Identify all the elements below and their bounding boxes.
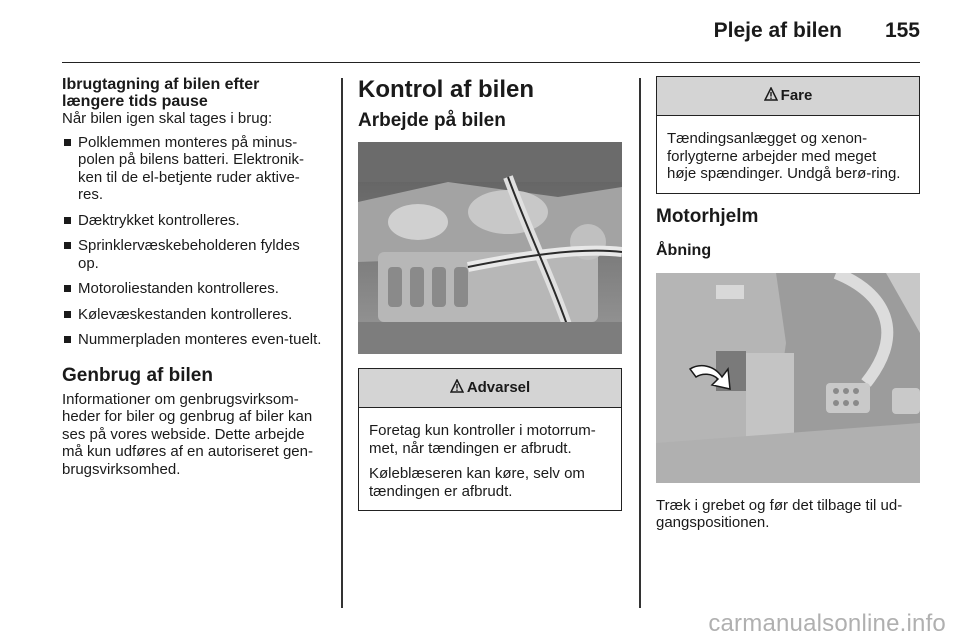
main-heading: Kontrol af bilen — [358, 76, 534, 103]
warning-paragraph: Foretag kun kontroller i motorrum-met, når tændingen er afbrudt. — [369, 422, 596, 457]
column-divider — [341, 78, 343, 608]
column-divider — [639, 78, 641, 608]
section-heading-recycling: Genbrug af bilen — [62, 364, 213, 386]
bullet-square-icon — [64, 139, 71, 146]
warning-box — [358, 368, 622, 511]
column-middle — [358, 76, 622, 511]
bullet-square-icon — [64, 336, 71, 343]
recycling-text: Informationer om genbrugsvirksom-heder for biler og genbrug af biler kan ses på vores webside. Dette arbejde må kun udføres af en autoriseret gen-brugsvirksomhed. — [62, 390, 313, 478]
warning-box-header — [359, 369, 621, 408]
section-heading-storage — [62, 76, 324, 110]
warning-triangle-icon — [450, 379, 464, 393]
danger-box-title: Fare — [780, 87, 813, 104]
danger-box-header — [657, 77, 919, 116]
list-item: Sprinklervæskebeholderen fyldes op. — [62, 237, 324, 272]
bullet-square-icon — [64, 285, 71, 292]
engine-bay-illustration-icon — [358, 142, 622, 354]
warning-paragraph: Køleblæseren kan køre, selv om tændingen er afbrudt. — [369, 465, 585, 500]
warning-triangle-icon — [764, 87, 778, 101]
hood-release-figure — [656, 273, 920, 483]
danger-text: Tændingsanlægget og xenon-forlygterne arbejder med meget høje spændinger. Undgå berø-ring. — [667, 130, 901, 182]
bullet-square-icon — [64, 311, 71, 318]
list-item: Dæktrykket kontrolleres. — [62, 212, 324, 230]
header-title: Pleje af bilen — [713, 19, 842, 42]
danger-box-body — [657, 116, 919, 193]
column-left — [62, 76, 324, 478]
list-item: Motoroliestanden kontrolleres. — [62, 280, 324, 298]
hood-caption: Træk i grebet og før det tilbage til ud-gangspositionen. — [656, 496, 903, 531]
danger-box — [656, 76, 920, 194]
bullet-list — [62, 134, 324, 349]
list-item: Kølevæskestanden kontrolleres. — [62, 306, 324, 324]
intro-text: Når bilen igen skal tages i brug: — [62, 110, 273, 127]
list-item: Nummerpladen monteres even-tuelt. — [62, 331, 324, 349]
warning-box-body — [359, 408, 621, 510]
section-heading-line: Ibrugtagning af bilen efter — [62, 76, 260, 93]
page-number: 155 — [884, 19, 920, 42]
hood-heading: Motorhjelm — [656, 205, 759, 227]
sub-heading-work: Arbejde på bilen — [358, 110, 506, 131]
list-item: Polklemmen monteres på minus-polen på bilens batteri. Elektronik-ken til de el-betjente ruder aktive-res. — [62, 134, 324, 204]
hood-release-lever-illustration-icon — [656, 273, 920, 483]
page-header — [62, 0, 920, 63]
engine-bay-figure — [358, 142, 622, 354]
column-right — [656, 76, 920, 532]
bullet-square-icon — [64, 217, 71, 224]
hood-sub-heading: Åbning — [656, 241, 712, 259]
section-heading-line: længere tids pause — [62, 93, 208, 110]
watermark: carmanualsonline.info — [708, 610, 946, 637]
warning-box-title: Advarsel — [466, 379, 531, 396]
bullet-square-icon — [64, 242, 71, 249]
